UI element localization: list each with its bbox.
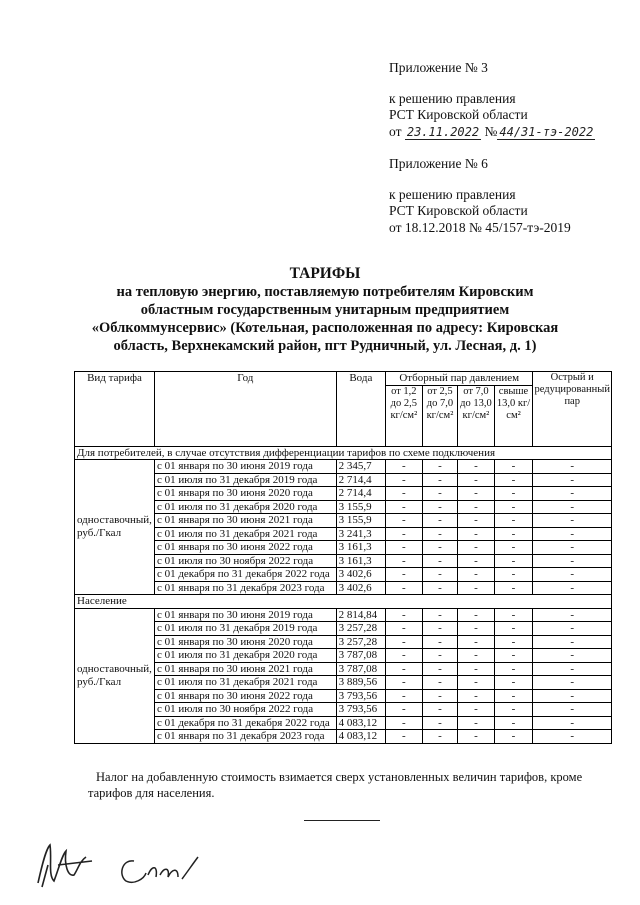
steam-tariff-cell: - — [533, 473, 612, 487]
steam-tariff-cell: - — [386, 514, 423, 528]
period-cell: с 01 декабря по 31 декабря 2022 года — [154, 716, 336, 730]
steam-tariff-cell: - — [458, 676, 494, 690]
separator-line — [304, 820, 380, 821]
table-row — [75, 460, 612, 474]
steam-tariff-cell: - — [494, 622, 533, 636]
table-row — [75, 676, 612, 690]
steam-tariff-cell: - — [386, 703, 423, 717]
table-row — [75, 622, 612, 636]
steam-tariff-cell: - — [422, 608, 458, 622]
header-p2: от 2,5 до 7,0 кг/см² — [422, 385, 458, 446]
steam-tariff-cell: - — [422, 703, 458, 717]
section-label-row — [75, 446, 612, 460]
steam-tariff-cell: - — [458, 541, 494, 555]
vat-note: Налог на добавленную стоимость взимается сверх установленных величин тарифов, кроме тарифов для населения. — [88, 770, 583, 800]
header-water: Вода — [336, 372, 385, 447]
steam-tariff-cell: - — [494, 730, 533, 744]
period-cell: с 01 января по 30 июня 2020 года — [154, 635, 336, 649]
water-tariff-cell: 2 714,4 — [336, 473, 385, 487]
steam-tariff-cell: - — [386, 581, 423, 595]
steam-tariff-cell: - — [422, 676, 458, 690]
steam-tariff-cell: - — [458, 649, 494, 663]
period-cell: с 01 июля по 31 декабря 2020 года — [154, 649, 336, 663]
table-row — [75, 541, 612, 555]
steam-tariff-cell: - — [422, 541, 458, 555]
handwritten-number: 44/31-тэ-2022 — [499, 124, 594, 139]
steam-tariff-cell: - — [458, 514, 494, 528]
steam-tariff-cell: - — [386, 487, 423, 501]
header-steam: Отборный пар давлением — [386, 372, 533, 386]
water-tariff-cell: 2 714,4 — [336, 487, 385, 501]
steam-tariff-cell: - — [533, 500, 612, 514]
water-tariff-cell: 3 155,9 — [336, 514, 385, 528]
header-p1: от 1,2 до 2,5 кг/см² — [386, 385, 423, 446]
steam-tariff-cell: - — [458, 622, 494, 636]
period-cell: с 01 января по 30 июня 2021 года — [154, 662, 336, 676]
steam-tariff-cell: - — [422, 500, 458, 514]
water-tariff-cell: 3 257,28 — [336, 622, 385, 636]
steam-tariff-cell: - — [458, 581, 494, 595]
steam-tariff-cell: - — [386, 662, 423, 676]
period-cell: с 01 января по 31 декабря 2023 года — [154, 581, 336, 595]
steam-tariff-cell: - — [458, 460, 494, 474]
steam-tariff-cell: - — [458, 554, 494, 568]
steam-tariff-cell: - — [458, 568, 494, 582]
steam-tariff-cell: - — [494, 541, 533, 555]
annex-3-line3: от 23.11.2022 № 44/31-тэ-2022 — [389, 123, 594, 139]
period-cell: с 01 июля по 31 декабря 2020 года — [154, 500, 336, 514]
steam-tariff-cell: - — [533, 730, 612, 744]
steam-tariff-cell: - — [494, 460, 533, 474]
steam-tariff-cell: - — [386, 527, 423, 541]
steam-tariff-cell: - — [422, 730, 458, 744]
steam-tariff-cell: - — [533, 541, 612, 555]
header-kind: Вид тарифа — [75, 372, 155, 447]
period-cell: с 01 июля по 31 декабря 2021 года — [154, 527, 336, 541]
steam-tariff-cell: - — [494, 649, 533, 663]
period-cell: с 01 июля по 31 декабря 2021 года — [154, 676, 336, 690]
steam-tariff-cell: - — [458, 500, 494, 514]
water-tariff-cell: 3 161,3 — [336, 541, 385, 555]
steam-tariff-cell: - — [386, 730, 423, 744]
water-tariff-cell: 3 787,08 — [336, 662, 385, 676]
steam-tariff-cell: - — [533, 487, 612, 501]
steam-tariff-cell: - — [458, 635, 494, 649]
steam-tariff-cell: - — [422, 514, 458, 528]
steam-tariff-cell: - — [386, 500, 423, 514]
annex-3-title: Приложение № 3 — [389, 60, 488, 75]
steam-tariff-cell: - — [533, 649, 612, 663]
steam-tariff-cell: - — [458, 730, 494, 744]
title-line-2: областным государственным унитарным предприятием — [140, 302, 510, 318]
steam-tariff-cell: - — [422, 568, 458, 582]
water-tariff-cell: 3 793,56 — [336, 703, 385, 717]
table-header-row-1 — [75, 372, 612, 386]
period-cell: с 01 декабря по 31 декабря 2022 года — [154, 568, 336, 582]
steam-tariff-cell: - — [386, 608, 423, 622]
steam-tariff-cell: - — [386, 554, 423, 568]
steam-tariff-cell: - — [494, 473, 533, 487]
water-tariff-cell: 2 345,7 — [336, 460, 385, 474]
signature-2 — [112, 835, 212, 895]
steam-tariff-cell: - — [422, 649, 458, 663]
annex-3-line1: к решению правления — [389, 90, 516, 106]
steam-tariff-cell: - — [494, 500, 533, 514]
water-tariff-cell: 2 814,84 — [336, 608, 385, 622]
annex-3-line2: РСТ Кировской области — [389, 107, 528, 122]
steam-tariff-cell: - — [422, 460, 458, 474]
steam-tariff-cell: - — [386, 460, 423, 474]
steam-tariff-cell: - — [422, 689, 458, 703]
steam-tariff-cell: - — [533, 716, 612, 730]
steam-tariff-cell: - — [458, 473, 494, 487]
steam-tariff-cell: - — [386, 635, 423, 649]
water-tariff-cell: 3 241,3 — [336, 527, 385, 541]
table-row — [75, 514, 612, 528]
header-p4: свыше 13,0 кг/см² — [494, 385, 533, 446]
table-row — [75, 527, 612, 541]
annex-block-6 — [389, 156, 571, 236]
steam-tariff-cell: - — [386, 676, 423, 690]
table-row — [75, 730, 612, 744]
steam-tariff-cell: - — [386, 568, 423, 582]
title-line-3: «Облкоммунсервис» (Котельная, расположенная по адресу: Кировская — [91, 320, 559, 336]
steam-tariff-cell: - — [458, 689, 494, 703]
steam-tariff-cell: - — [494, 662, 533, 676]
steam-tariff-cell: - — [533, 608, 612, 622]
handwritten-date: 23.11.2022 — [406, 124, 480, 139]
signature-1 — [28, 835, 108, 895]
period-cell: с 01 июля по 30 ноября 2022 года — [154, 703, 336, 717]
steam-tariff-cell: - — [533, 554, 612, 568]
title-line-1: на тепловую энергию, поставляемую потребителям Кировским — [116, 284, 534, 300]
annex-block-3 — [389, 60, 595, 140]
steam-tariff-cell: - — [494, 487, 533, 501]
water-tariff-cell: 3 889,56 — [336, 676, 385, 690]
steam-tariff-cell: - — [422, 622, 458, 636]
period-cell: с 01 января по 30 июня 2019 года — [154, 608, 336, 622]
period-cell: с 01 июля по 31 декабря 2019 года — [154, 473, 336, 487]
section-label-row — [75, 595, 612, 609]
header-p3: от 7,0 до 13,0 кг/см² — [458, 385, 494, 446]
water-tariff-cell: 3 257,28 — [336, 635, 385, 649]
table-row — [75, 649, 612, 663]
steam-tariff-cell: - — [533, 581, 612, 595]
steam-tariff-cell: - — [422, 581, 458, 595]
steam-tariff-cell: - — [458, 703, 494, 717]
steam-tariff-cell: - — [494, 554, 533, 568]
steam-tariff-cell: - — [386, 473, 423, 487]
steam-tariff-cell: - — [494, 716, 533, 730]
steam-tariff-cell: - — [386, 541, 423, 555]
steam-tariff-cell: - — [533, 689, 612, 703]
steam-tariff-cell: - — [458, 487, 494, 501]
water-tariff-cell: 3 161,3 — [336, 554, 385, 568]
steam-tariff-cell: - — [422, 554, 458, 568]
steam-tariff-cell: - — [494, 703, 533, 717]
period-cell: с 01 января по 30 июня 2019 года — [154, 460, 336, 474]
section-label: Для потребителей, в случае отсутствия дифференциации тарифов по схеме подключения — [75, 446, 612, 460]
steam-tariff-cell: - — [494, 514, 533, 528]
document-title — [60, 265, 590, 355]
tariff-table — [74, 371, 612, 744]
steam-tariff-cell: - — [533, 703, 612, 717]
title-line-4: область, Верхнекамский район, пгт Рудничный, ул. Лесная, д. 1) — [113, 338, 537, 354]
steam-tariff-cell: - — [494, 608, 533, 622]
period-cell: с 01 июля по 30 ноября 2022 года — [154, 554, 336, 568]
steam-tariff-cell: - — [494, 676, 533, 690]
steam-tariff-cell: - — [386, 689, 423, 703]
period-cell: с 01 января по 30 июня 2020 года — [154, 487, 336, 501]
steam-tariff-cell: - — [422, 716, 458, 730]
table-row — [75, 662, 612, 676]
tariff-kind: одноставочный, руб./Гкал — [75, 608, 155, 743]
steam-tariff-cell: - — [458, 662, 494, 676]
tariff-kind: одноставочный, руб./Гкал — [75, 460, 155, 595]
steam-tariff-cell: - — [494, 527, 533, 541]
steam-tariff-cell: - — [458, 716, 494, 730]
table-row — [75, 716, 612, 730]
table-row — [75, 500, 612, 514]
table-row — [75, 581, 612, 595]
steam-tariff-cell: - — [494, 689, 533, 703]
steam-tariff-cell: - — [458, 527, 494, 541]
steam-tariff-cell: - — [458, 608, 494, 622]
water-tariff-cell: 3 155,9 — [336, 500, 385, 514]
period-cell: с 01 января по 31 декабря 2023 года — [154, 730, 336, 744]
header-sharp-steam: Острый и редуцированный пар — [533, 372, 612, 447]
steam-tariff-cell: - — [422, 487, 458, 501]
steam-tariff-cell: - — [533, 622, 612, 636]
period-cell: с 01 июля по 31 декабря 2019 года — [154, 622, 336, 636]
water-tariff-cell: 3 402,6 — [336, 581, 385, 595]
steam-tariff-cell: - — [533, 662, 612, 676]
steam-tariff-cell: - — [422, 635, 458, 649]
table-row — [75, 487, 612, 501]
table-row — [75, 689, 612, 703]
steam-tariff-cell: - — [422, 662, 458, 676]
table-row — [75, 635, 612, 649]
steam-tariff-cell: - — [386, 622, 423, 636]
steam-tariff-cell: - — [494, 581, 533, 595]
steam-tariff-cell: - — [386, 716, 423, 730]
steam-tariff-cell: - — [533, 527, 612, 541]
table-row — [75, 608, 612, 622]
period-cell: с 01 января по 30 июня 2021 года — [154, 514, 336, 528]
steam-tariff-cell: - — [494, 568, 533, 582]
table-row — [75, 568, 612, 582]
annex-6-line2: РСТ Кировской области — [389, 203, 528, 218]
steam-tariff-cell: - — [533, 460, 612, 474]
steam-tariff-cell: - — [533, 635, 612, 649]
steam-tariff-cell: - — [533, 514, 612, 528]
water-tariff-cell: 4 083,12 — [336, 716, 385, 730]
water-tariff-cell: 3 402,6 — [336, 568, 385, 582]
period-cell: с 01 января по 30 июня 2022 года — [154, 689, 336, 703]
steam-tariff-cell: - — [422, 527, 458, 541]
table-body — [75, 446, 612, 743]
header-year: Год — [154, 372, 336, 447]
section-label: Население — [75, 595, 612, 609]
annex-6-title: Приложение № 6 — [389, 156, 488, 171]
steam-tariff-cell: - — [494, 635, 533, 649]
steam-tariff-cell: - — [533, 676, 612, 690]
water-tariff-cell: 4 083,12 — [336, 730, 385, 744]
water-tariff-cell: 3 793,56 — [336, 689, 385, 703]
steam-tariff-cell: - — [422, 473, 458, 487]
annex-6-line1: к решению правления — [389, 186, 516, 202]
table-row — [75, 703, 612, 717]
period-cell: с 01 января по 30 июня 2022 года — [154, 541, 336, 555]
steam-tariff-cell: - — [386, 649, 423, 663]
title-main: ТАРИФЫ — [289, 265, 361, 282]
table-row — [75, 554, 612, 568]
water-tariff-cell: 3 787,08 — [336, 649, 385, 663]
steam-tariff-cell: - — [533, 568, 612, 582]
table-row — [75, 473, 612, 487]
annex-6-line3: от 18.12.2018 № 45/157-тэ-2019 — [389, 219, 571, 235]
